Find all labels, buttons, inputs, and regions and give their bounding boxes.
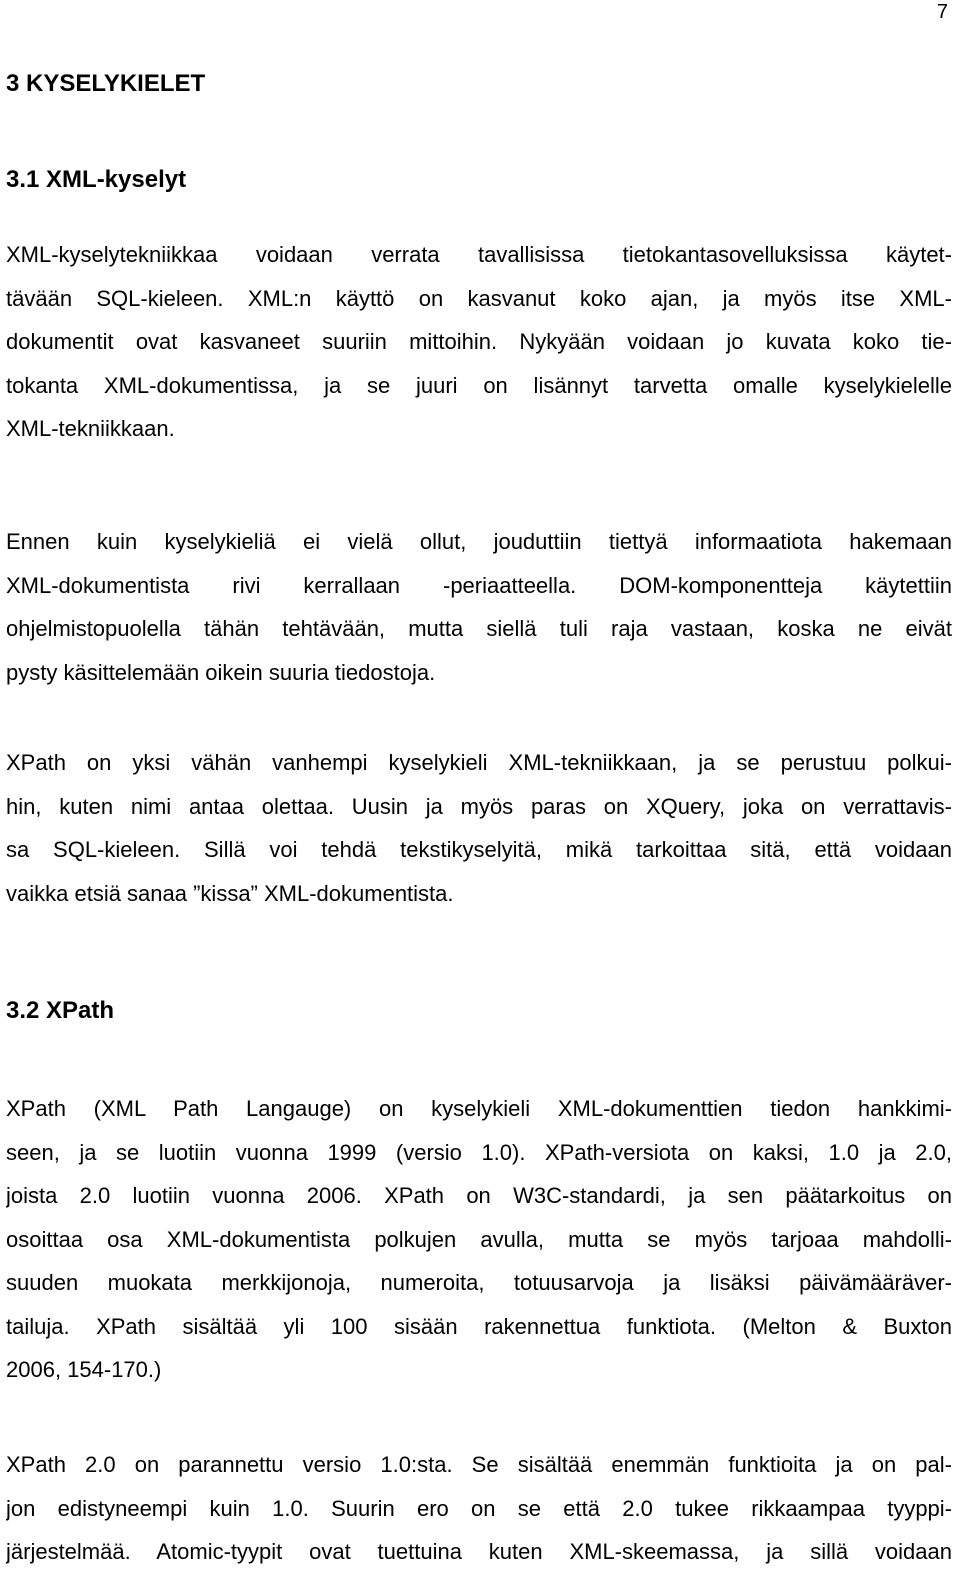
text-line: osoittaa osa XML-dokumentista polkujen avulla, mutta se myös tarjoaa mahdolli- — [6, 1226, 952, 1252]
text-line: ohjelmistopuolella tähän tehtävään, mutta siellä tuli raja vastaan, koska ne eivät — [6, 616, 952, 641]
text-line: tokanta XML-dokumentissa, ja se juuri on lisännyt tarvetta omalle kyselykielelle — [6, 372, 952, 398]
page-number: 7 — [936, 1, 948, 23]
text-line: dokumentit ovat kasvaneet suuriin mittoihin. Nykyään voidaan jo kuvata koko tie- — [6, 329, 952, 354]
text-line: jon edistyneempi kuin 1.0. Suurin ero on se että 2.0 tukee rikkaampaa tyyppi- — [6, 1495, 952, 1521]
text-line: järjestelmää. Atomic-tyypit ovat tuettuina kuten XML-skeemassa, ja sillä voidaan — [6, 1539, 952, 1564]
text-line: tävään SQL-kieleen. XML:n käyttö on kasvanut koko ajan, ja myös itse XML- — [6, 285, 952, 311]
text-line: XPath (XML Path Langauge) on kyselykieli XML-dokumenttien tiedon hankkimi- — [6, 1096, 952, 1121]
text-line: pysty käsittelemään oikein suuria tiedostoja. — [6, 659, 436, 685]
text-line: vaikka etsiä sanaa ”kissa” XML-dokumentista. — [6, 880, 454, 906]
text-line: XPath 2.0 on parannettu versio 1.0:sta. Se sisältää enemmän funktioita ja on pal- — [6, 1452, 952, 1477]
text-line: seen, ja se luotiin vuonna 1999 (versio 1.0). XPath-versiota on kaksi, 1.0 ja 2.0, — [6, 1139, 952, 1165]
text-line: XPath on yksi vähän vanhempi kyselykieli XML-tekniikkaan, ja se perustuu polkui- — [6, 750, 952, 775]
paragraph-xml-kyselyt-intro — [6, 233, 952, 451]
text-line: hin, kuten nimi antaa olettaa. Uusin ja myös paras on XQuery, joka on verrattavis- — [6, 793, 952, 819]
section-heading-3-1: 3.1 XML-kyselyt — [6, 166, 187, 193]
text-line: XML-tekniikkaan. — [6, 416, 175, 441]
paragraph-xpath-2-0 — [6, 1443, 952, 1574]
text-line: XML-kyselytekniikkaa voidaan verrata tavallisissa tietokantasovelluksissa käytet- — [6, 242, 952, 267]
section-heading-3-2: 3.2 XPath — [6, 997, 115, 1024]
text-line: XML-dokumentista rivi kerrallaan -periaatteella. DOM-komponentteja käytettiin — [6, 572, 952, 598]
chapter-heading: 3 KYSELYKIELET — [6, 70, 206, 97]
paragraph-xpath-xquery — [6, 741, 952, 915]
text-line: tailuja. XPath sisältää yli 100 sisään rakennettua funktiota. (Melton & Buxton — [6, 1313, 952, 1339]
text-line: Ennen kuin kyselykieliä ei vielä ollut, jouduttiin tiettyä informaatiota hakemaan — [6, 529, 952, 554]
text-line: 2006, 154-170.) — [6, 1357, 162, 1382]
paragraph-dom-history — [6, 520, 952, 694]
paragraph-xpath-definition — [6, 1087, 952, 1392]
text-line: joista 2.0 luotiin vuonna 2006. XPath on W3C-standardi, ja sen päätarkoitus on — [6, 1183, 952, 1208]
text-line: sa SQL-kieleen. Sillä voi tehdä tekstikyselyitä, mikä tarkoittaa sitä, että voidaan — [6, 837, 952, 862]
text-line: suuden muokata merkkijonoja, numeroita, totuusarvoja ja lisäksi päivämääräver- — [6, 1270, 952, 1295]
